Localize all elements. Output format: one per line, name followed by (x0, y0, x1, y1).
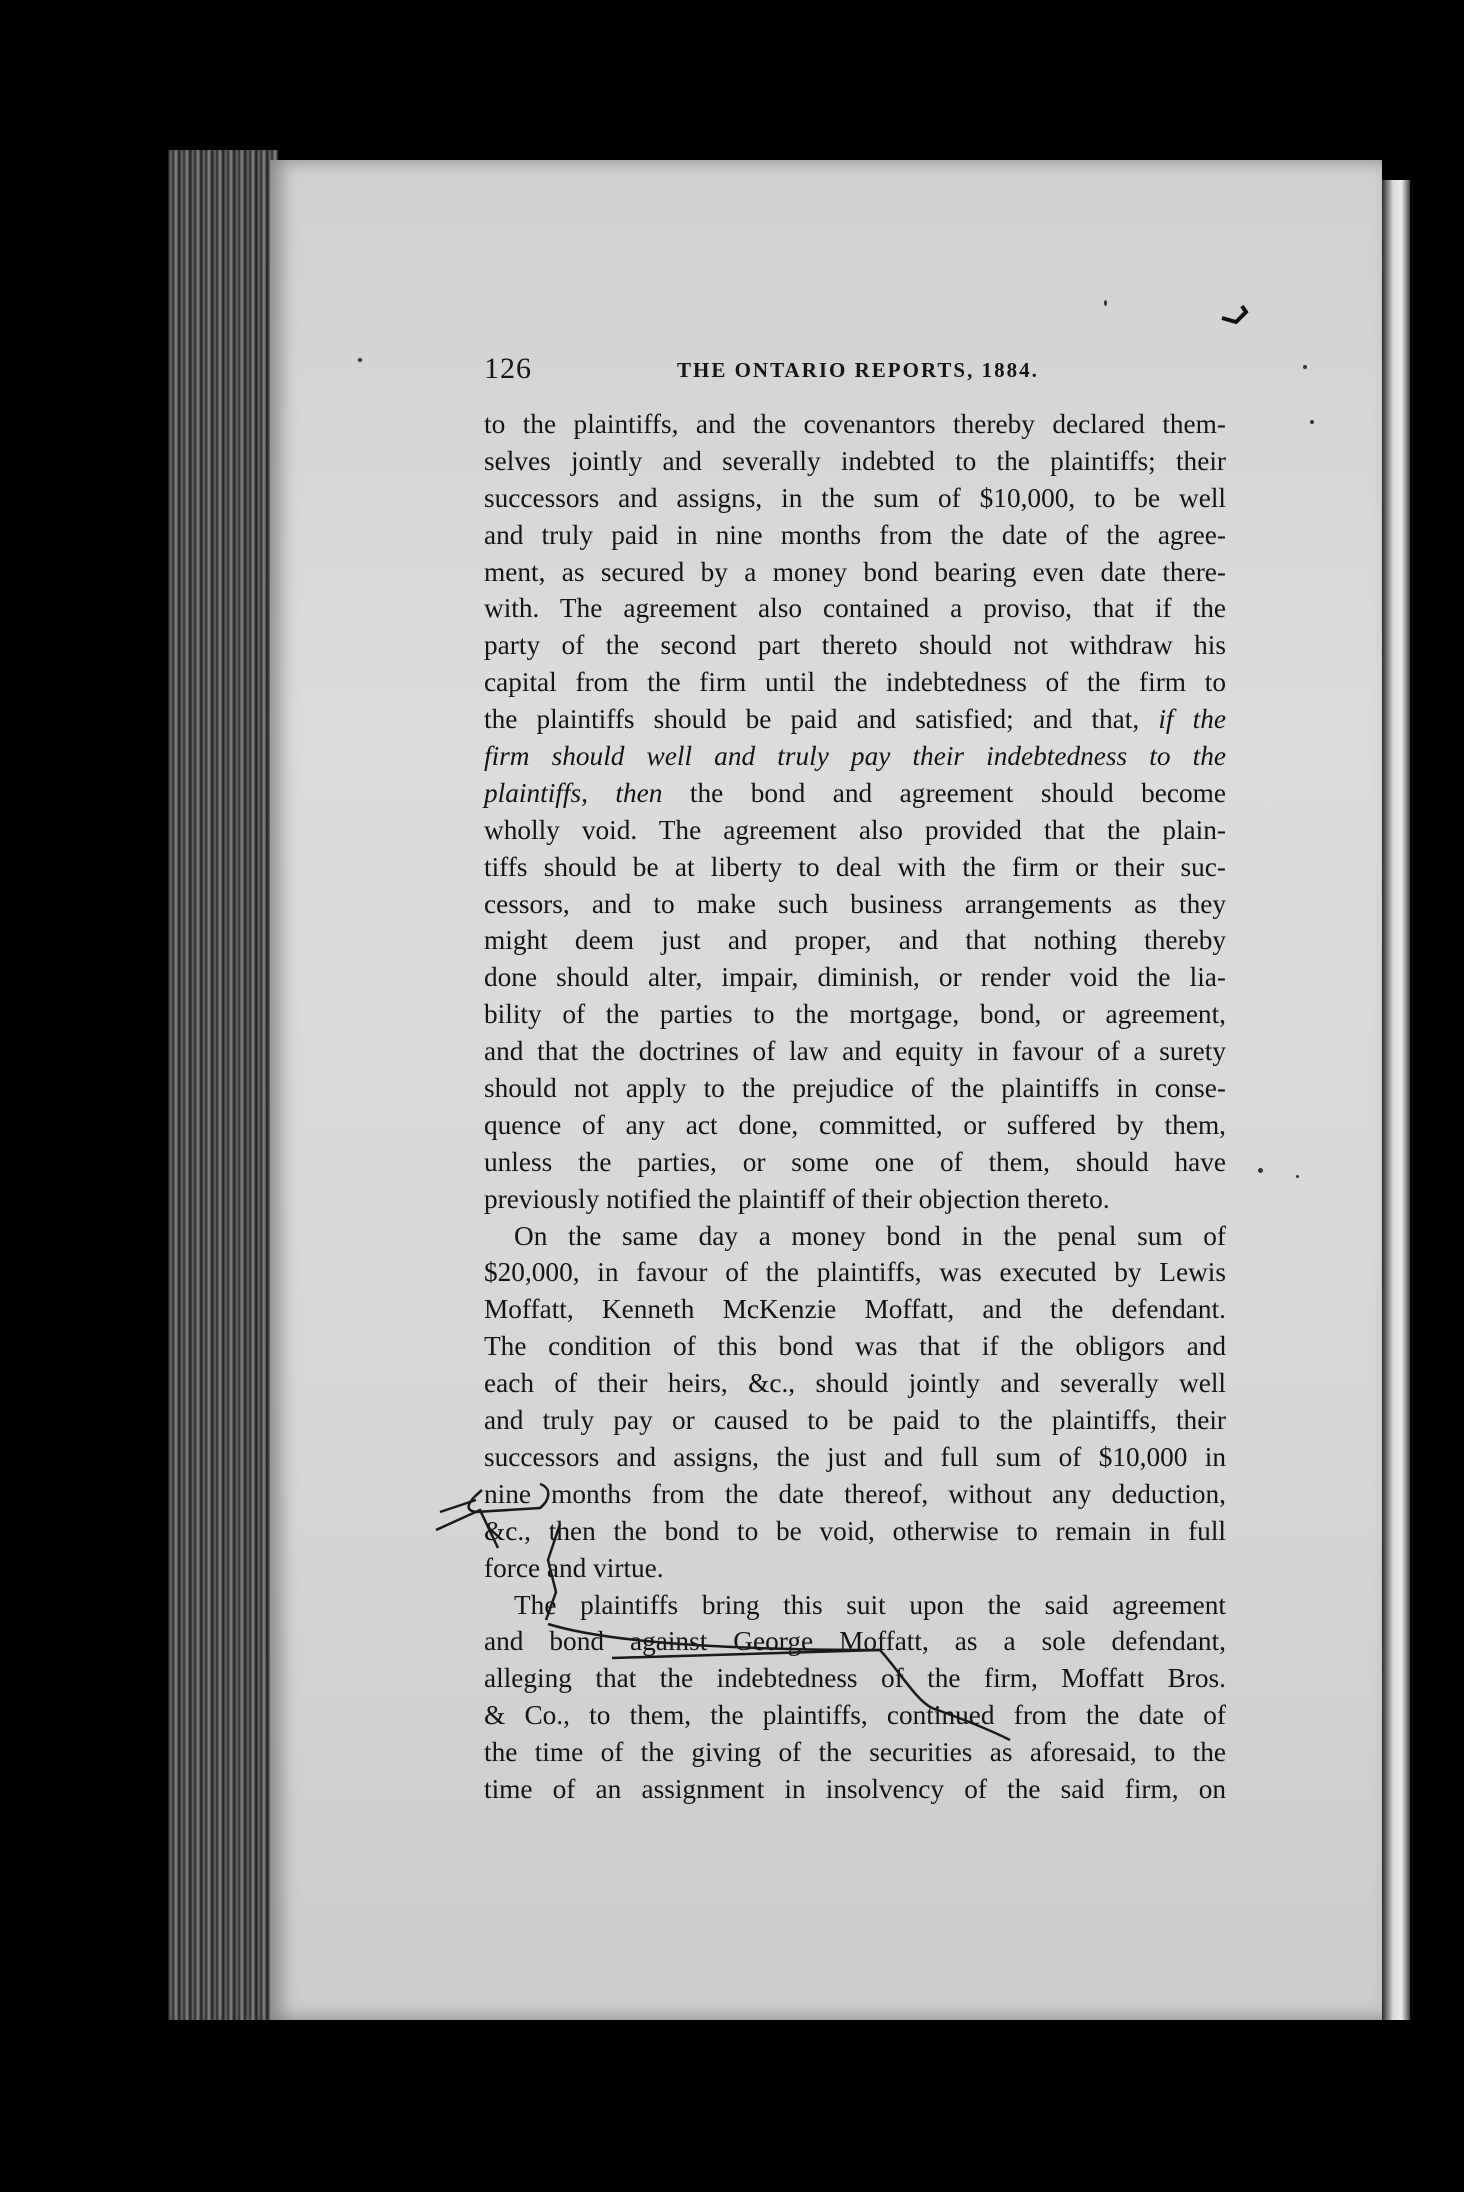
text-line: might deem just and proper, and that nothing thereby (484, 925, 1226, 956)
plain-run: the plaintiffs should be paid and satisfied; and that, (484, 704, 1159, 735)
text-line: & Co., to them, the plaintiffs, continued from the date of (484, 1700, 1226, 1731)
text-line: and bond against George Moffatt, as a sole defendant, (484, 1626, 1226, 1657)
text-line: wholly void. The agreement also provided that the plain- (484, 814, 1226, 845)
text-line: to the plaintiffs, and the covenantors thereby declared them- (484, 409, 1226, 439)
text-line: selves jointly and severally indebted to the plaintiffs; their (484, 445, 1226, 476)
text-line: $20,000, in favour of the plaintiffs, was executed by Lewis (484, 1257, 1226, 1288)
italic-run: if the (1158, 704, 1226, 735)
italic-run: plaintiffs, then (484, 777, 663, 808)
scan-speck (1258, 1168, 1263, 1173)
text-line: On the same day a money bond in the penal sum of (514, 1220, 1226, 1251)
text-line: nine months from the date thereof, without any deduction, (484, 1478, 1226, 1509)
text-line: party of the second part thereto should not withdraw his (484, 630, 1226, 661)
text-line: cessors, and to make such business arrangements as they (484, 888, 1226, 919)
plain-run: the bond and agreement should become (662, 777, 1226, 808)
text-line: the time of the giving of the securities as aforesaid, to the (484, 1737, 1226, 1768)
text-line: successors and assigns, in the sum of $10,000, to be well (484, 482, 1226, 513)
text-line: and truly pay or caused to be paid to the plaintiffs, their (484, 1405, 1226, 1436)
text-line-mixed (484, 775, 1226, 812)
text-line: and truly paid in nine months from the date of the agree- (484, 519, 1226, 550)
page-number: 126 (484, 352, 532, 385)
book-page-edges (168, 150, 278, 2020)
text-line: Moffatt, Kenneth McKenzie Moffatt, and the defendant. (484, 1294, 1226, 1325)
text-line: quence of any act done, committed, or suffered by them, (484, 1109, 1226, 1140)
scan-speck (358, 358, 362, 362)
text-line: unless the parties, or some one of them, should have (484, 1146, 1226, 1177)
text-line: The plaintiffs bring this suit upon the said agreement (514, 1589, 1226, 1620)
scan-speck (1296, 1175, 1299, 1178)
text-line: should not apply to the prejudice of the plaintiffs in conse- (484, 1073, 1226, 1104)
facing-page-edge (1382, 180, 1410, 2020)
text-line: successors and assigns, the just and full sum of $10,000 in (484, 1441, 1226, 1472)
body-text (484, 406, 1226, 1808)
running-head (484, 352, 1244, 392)
text-line: force and virtue. (484, 1552, 664, 1583)
text-line: each of their heirs, &c., should jointly and severally well (484, 1368, 1226, 1399)
text-line: tiffs should be at liberty to deal with the firm or their suc- (484, 851, 1226, 882)
text-line: done should alter, impair, diminish, or render void the lia- (484, 962, 1226, 993)
text-line: &c., then the bond to be void, otherwise to remain in full (484, 1515, 1226, 1546)
text-line: alleging that the indebtedness of the firm, Moffatt Bros. (484, 1663, 1226, 1694)
text-line: with. The agreement also contained a proviso, that if the (484, 593, 1226, 624)
text-line: bility of the parties to the mortgage, bond, or agreement, (484, 999, 1226, 1030)
scan-speck (1104, 300, 1107, 306)
scan-speck (1310, 420, 1314, 424)
journal-title: THE ONTARIO REPORTS, 1884. (677, 358, 1039, 382)
text-line-mixed (484, 701, 1226, 738)
text-line: capital from the firm until the indebtedness of the firm to (484, 667, 1226, 698)
text-line-italic: firm should well and truly pay their indebtedness to the (484, 741, 1226, 772)
text-line: time of an assignment in insolvency of the said firm, on (484, 1773, 1226, 1804)
text-line: The condition of this bond was that if the obligors and (484, 1331, 1226, 1362)
text-line: previously notified the plaintiff of their objection thereto. (484, 1183, 1110, 1214)
text-line: ment, as secured by a money bond bearing even date there- (484, 556, 1226, 587)
text-line: and that the doctrines of law and equity in favour of a surety (484, 1036, 1226, 1067)
scan-speck (1303, 365, 1307, 369)
